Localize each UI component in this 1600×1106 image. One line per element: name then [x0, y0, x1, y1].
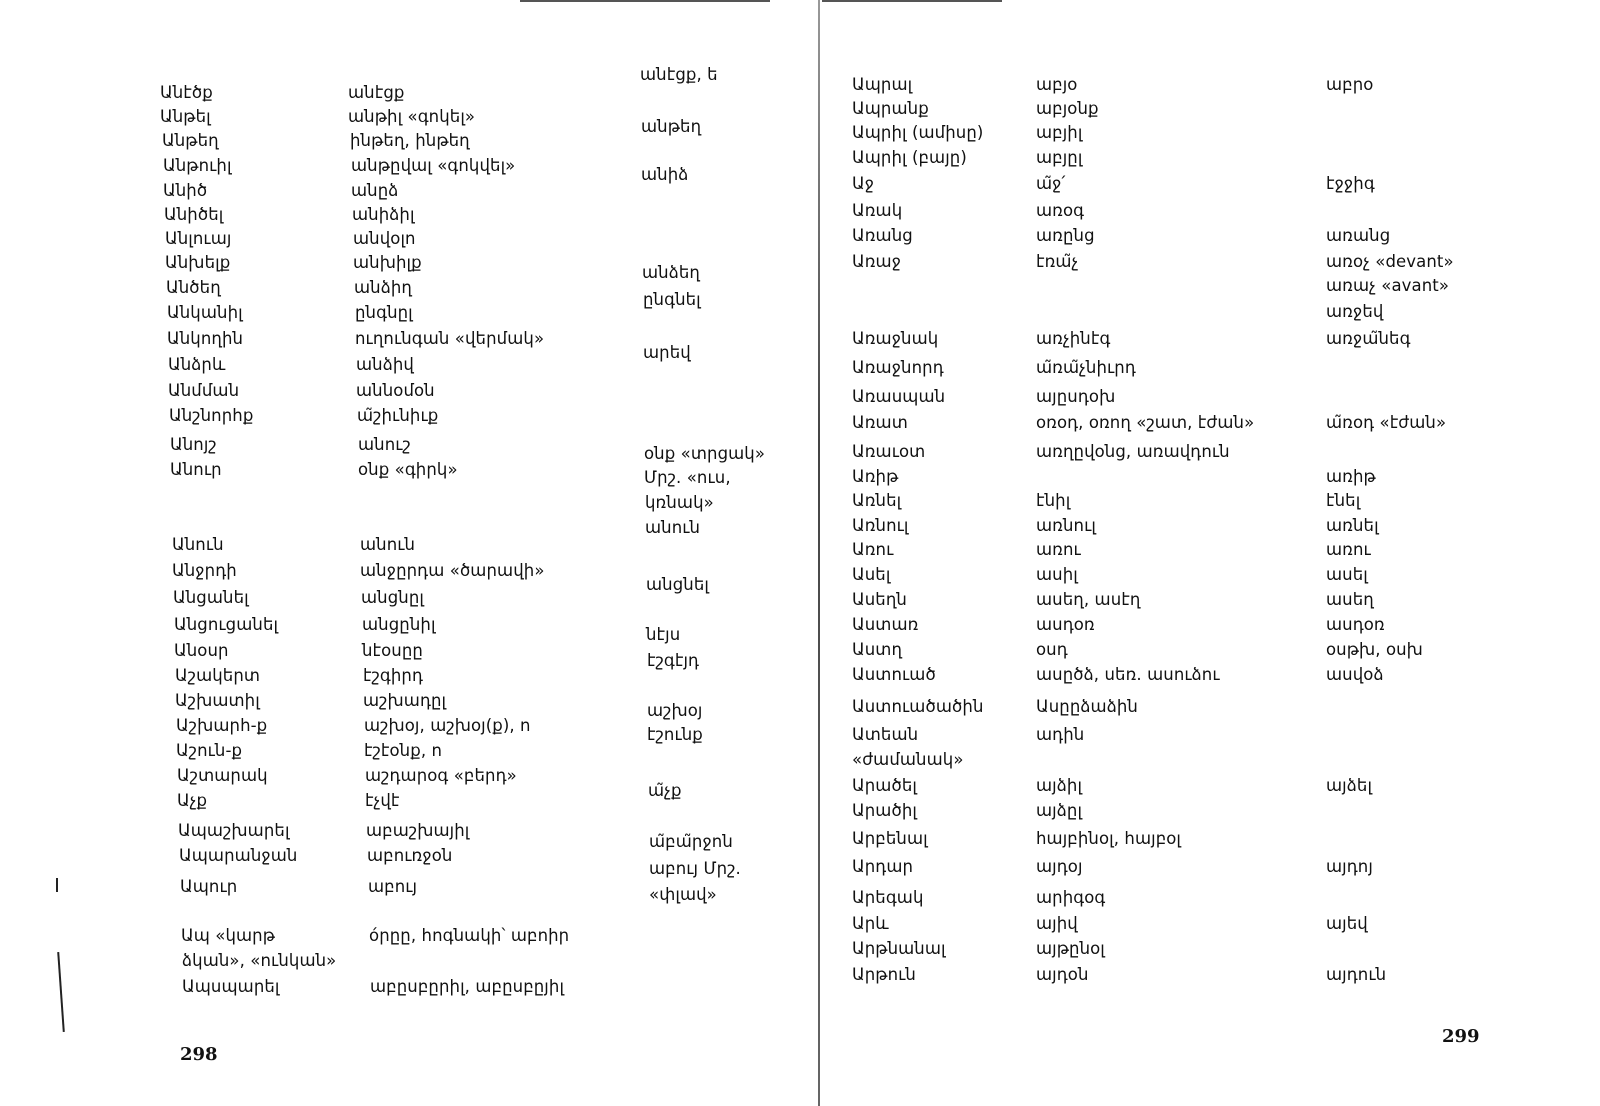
headword: Անուր	[170, 460, 222, 479]
dialect-form: աշխօյ, աշխօյ(ք), ո	[364, 716, 531, 735]
dialect-form: ա̃ջ՛	[1036, 174, 1066, 193]
left-entry-row	[0, 925, 820, 951]
variant-form: անէցք, ե	[640, 65, 718, 84]
left-entry-row	[0, 380, 820, 406]
left-entry-row	[0, 302, 820, 328]
dialect-form: առչինէգ	[1036, 329, 1111, 348]
headword: Արեգակ	[852, 888, 924, 907]
headword: Առու	[852, 540, 894, 559]
dialect-form: աբուռջօն	[367, 846, 453, 865]
dialect-form: էշէօնք, ո	[364, 741, 443, 760]
variant-form: ա̃ռօդ «էժան»	[1326, 413, 1447, 432]
variant-form: այդուն	[1326, 965, 1387, 984]
dialect-form: աբաշխայիլ	[366, 821, 470, 840]
dialect-form: առընց	[1036, 226, 1095, 245]
right-entry-row	[822, 913, 1600, 939]
right-entry-row	[822, 386, 1600, 412]
dialect-form: այդօն	[1036, 965, 1089, 984]
headword: Աստղ	[852, 640, 903, 659]
right-entry-row	[822, 887, 1600, 913]
variant-form: առջա̃նեգ	[1326, 329, 1411, 348]
headword: Ապ «կարթ	[181, 926, 276, 945]
variant-form: ասեղ	[1326, 590, 1374, 609]
dialect-form: ընգնըլ	[355, 303, 413, 322]
dialect-form: այդօյ	[1036, 857, 1083, 876]
headword: Արբենալ	[852, 829, 928, 848]
right-entry-row	[822, 938, 1600, 964]
dialect-form: աբյիլ	[1036, 123, 1083, 142]
variant-form: այձել	[1326, 776, 1373, 795]
headword: Արթնանալ	[852, 939, 946, 958]
headword: ձկան», «ունկան»	[182, 951, 337, 970]
dialect-form: անէցք	[348, 83, 405, 102]
dialect-form: ասիլ	[1036, 565, 1078, 584]
headword: Անցուցանել	[174, 615, 279, 634]
headword: Աստուածածին	[852, 697, 984, 716]
variant-form: անուն	[645, 518, 701, 537]
variant-form: արեվ	[643, 343, 691, 362]
headword: Անկողին	[167, 329, 244, 348]
dialect-form: այըսդօխ	[1036, 387, 1116, 406]
dialect-form: անթիլ «գոկել»	[348, 107, 476, 126]
variant-form: առաչ «avant»	[1326, 276, 1450, 295]
right-entry-row	[822, 664, 1600, 690]
dialect-form: ասդօռ	[1036, 615, 1095, 634]
dialect-form: էռա̃չ	[1036, 252, 1079, 271]
dialect-form: այիվ	[1036, 914, 1078, 933]
headword: «ժամանակ»	[852, 750, 964, 769]
headword: Արև	[852, 914, 889, 933]
right-entry-row	[822, 749, 1600, 775]
left-entry-row	[0, 976, 820, 1002]
left-entry-row	[0, 950, 820, 976]
headword: Անծեղ	[166, 278, 221, 297]
headword: Արդար	[852, 857, 914, 876]
right-entry-row	[822, 639, 1600, 665]
dialect-form: ա̃ռա̃չնիւրդ	[1036, 358, 1136, 377]
dialect-form: նէօսըը	[362, 641, 423, 660]
right-entry-row	[822, 724, 1600, 750]
headword: Աշուն-ք	[176, 741, 243, 760]
right-entry-row	[822, 964, 1600, 990]
left-entry-row	[0, 155, 820, 181]
headword: Անոյշ	[170, 435, 217, 454]
variant-form: անիձ	[641, 165, 689, 184]
dialect-form: հայբինօլ, հայբօլ	[1036, 829, 1182, 848]
headword: Արածիլ	[852, 801, 917, 820]
dialect-form: առու	[1036, 540, 1081, 559]
headword: Ապրիլ (բայը)	[852, 148, 967, 167]
left-entry-row	[0, 328, 820, 354]
dialect-form: օռօդ, օռող «շատ, էժան»	[1036, 413, 1255, 432]
headword: Անջրդի	[172, 561, 237, 580]
headword: Արթուն	[852, 965, 916, 984]
dialect-form: աբյօ	[1036, 75, 1078, 94]
right-entry-row	[822, 589, 1600, 615]
headword: Առատ	[852, 413, 908, 432]
page-number-left: 298	[180, 1044, 218, 1065]
dialect-form: աբյօնք	[1036, 99, 1099, 118]
dialect-form: ուղունգան «վերմակ»	[355, 329, 545, 348]
dialect-form: այթընօլ	[1036, 939, 1105, 958]
right-entry-row	[822, 696, 1600, 722]
right-entry-row	[822, 225, 1600, 251]
headword: Աչք	[177, 791, 208, 810]
variant-form: ա̃բա̃րջոն	[649, 832, 733, 851]
variant-form: առջեվ	[1326, 302, 1384, 321]
variant-form: «փլավ»	[649, 885, 717, 904]
right-entry-row	[822, 466, 1600, 492]
dialect-form: ա̃շիւնիւք	[357, 406, 439, 425]
headword: Անցանել	[173, 588, 249, 607]
left-entry-row	[0, 790, 820, 816]
headword: Անկանիլ	[167, 303, 243, 322]
headword: Անօսր	[174, 641, 229, 660]
dialect-form: անխիլք	[353, 253, 422, 272]
variant-form: անցնել	[646, 575, 709, 594]
headword: Աշխատիլ	[175, 691, 260, 710]
headword: Աշխարհ-ք	[176, 716, 268, 735]
right-entry-row	[822, 441, 1600, 467]
headword: Ասեղն	[852, 590, 907, 609]
dialect-form: առղըվօնց, առավդուն	[1036, 442, 1230, 461]
headword: Ապարանջան	[179, 846, 298, 865]
variant-form: էշունք	[647, 725, 703, 744]
left-entry-row	[0, 405, 820, 431]
dialect-form: էչվէ	[365, 791, 400, 810]
dialect-form: աննօմօն	[356, 381, 435, 400]
headword: Աստուած	[852, 665, 936, 684]
left-entry-row	[0, 204, 820, 230]
dialect-form: ասեղ, ասէղ	[1036, 590, 1141, 609]
headword: Անխելք	[165, 253, 231, 272]
right-entry-row	[822, 539, 1600, 565]
right-entry-row	[822, 564, 1600, 590]
headword: Ասել	[852, 565, 891, 584]
right-entry-row	[822, 147, 1600, 173]
headword: Անիծ	[163, 181, 208, 200]
headword: Առակ	[852, 201, 903, 220]
variant-form: այեվ	[1326, 914, 1368, 933]
variant-form: օսթխ, օսխ	[1326, 640, 1423, 659]
dialect-form: ադին	[1036, 725, 1085, 744]
variant-form: անձեղ	[642, 263, 700, 282]
variant-form: նէյս	[646, 625, 681, 644]
variant-form: աբույ Մրշ.	[649, 859, 741, 878]
headword: Աշակերտ	[175, 666, 261, 685]
dialect-form: աբըսբըրիլ, աբըսբըյիլ	[370, 977, 565, 996]
headword: Առասպան	[852, 387, 946, 406]
right-entry-row	[822, 173, 1600, 199]
headword: Անթեղ	[162, 131, 219, 150]
dialect-form: անջըրդա «ծարավի»	[360, 561, 545, 580]
variant-form: այդոյ	[1326, 857, 1373, 876]
dialect-form: Ասըըձաձին	[1036, 697, 1138, 716]
dialect-form: առօգ	[1036, 201, 1085, 220]
headword: Առաջնորդ	[852, 358, 944, 377]
right-page	[822, 0, 1600, 1106]
headword: Ապաշխարել	[178, 821, 290, 840]
variant-form: աշխօյ	[647, 701, 703, 720]
headword: Ապրիլ (ամիսը)	[852, 123, 984, 142]
headword: Առնուլ	[852, 516, 909, 535]
dialect-form: արիգօգ	[1036, 888, 1106, 907]
headword: Աստառ	[852, 615, 919, 634]
dialect-form: անձիղ	[354, 278, 412, 297]
variant-form: ա̃չք	[648, 781, 682, 800]
variant-form: առու	[1326, 540, 1371, 559]
variant-form: ընգնել	[643, 290, 701, 309]
dialect-form: առնուլ	[1036, 516, 1096, 535]
variant-form: ասդօռ	[1326, 615, 1385, 634]
right-entry-row	[822, 856, 1600, 882]
headword: Անլուայ	[165, 229, 232, 248]
variant-form: առանց	[1326, 226, 1391, 245]
headword: Ապրանք	[852, 99, 929, 118]
headword: Անթուիլ	[163, 156, 232, 175]
right-entry-row	[822, 328, 1600, 354]
right-entry-row	[822, 275, 1600, 301]
dialect-form: անուն	[360, 535, 416, 554]
headword: Անէծք	[160, 83, 213, 102]
variant-form: առօչ «devant»	[1326, 252, 1454, 271]
dialect-form: աբույ	[368, 877, 418, 896]
dialect-form: օնք «գիրկ»	[358, 460, 458, 479]
headword: Առնել	[852, 491, 902, 510]
dialect-form: անուշ	[358, 435, 411, 454]
right-entry-row	[822, 357, 1600, 383]
variant-form: էնել	[1326, 491, 1361, 510]
variant-form: էշգէյդ	[647, 651, 700, 670]
variant-form: աբրօ	[1326, 75, 1374, 94]
headword: Ապսպարել	[182, 977, 280, 996]
headword: Աշտարակ	[177, 766, 268, 785]
headword: Առաջ	[852, 252, 902, 271]
headword: Ատեան	[852, 725, 919, 744]
left-entry-row	[0, 765, 820, 791]
dialect-form: այձիլ	[1036, 776, 1083, 795]
variant-form: կռնակ»	[645, 493, 714, 512]
dialect-form: անցնըլ	[361, 588, 424, 607]
dialect-form: օսդ	[1036, 640, 1068, 659]
dialect-form: էնիլ	[1036, 491, 1071, 510]
headword: Ապրալ	[852, 75, 913, 94]
page-number-right: 299	[1442, 1026, 1480, 1047]
left-entry-row	[0, 228, 820, 254]
headword: Անուն	[172, 535, 224, 554]
dialect-form: ինթեղ, ինթեղ	[350, 131, 470, 150]
headword: Առանց	[852, 226, 913, 245]
dialect-form: անցընիլ	[362, 615, 436, 634]
dialect-form: անվօլո	[353, 229, 416, 248]
headword: Անմման	[168, 381, 240, 400]
right-entry-row	[822, 301, 1600, 327]
right-entry-row	[822, 74, 1600, 100]
right-entry-row	[822, 515, 1600, 541]
headword: Անշնորհք	[169, 406, 254, 425]
right-entry-row	[822, 200, 1600, 226]
headword: Անձրև	[168, 355, 226, 374]
variant-form: առնել	[1326, 516, 1379, 535]
right-page-entries	[822, 0, 1600, 1106]
dialect-form: աբյըլ	[1036, 148, 1083, 167]
headword: Անիծել	[164, 205, 224, 224]
right-entry-row	[822, 614, 1600, 640]
variant-form: օնք «տրցակ»	[644, 444, 766, 463]
right-entry-row	[822, 98, 1600, 124]
dialect-form: անձիվ	[356, 355, 414, 374]
right-entry-row	[822, 122, 1600, 148]
left-entry-row	[0, 354, 820, 380]
right-entry-row	[822, 490, 1600, 516]
headword: Արածել	[852, 776, 917, 795]
headword: Առիթ	[852, 467, 899, 486]
dialect-form: այձըլ	[1036, 801, 1083, 820]
dialect-form: էշգիրդ	[363, 666, 424, 685]
headword: Առաջնակ	[852, 329, 939, 348]
headword: Առաւօտ	[852, 442, 926, 461]
left-entry-row	[0, 614, 820, 640]
dialect-form: անըձ	[351, 181, 399, 200]
variant-form: Մրշ. «ուս,	[644, 468, 731, 487]
right-entry-row	[822, 412, 1600, 438]
right-entry-row	[822, 251, 1600, 277]
variant-form: ասվօձ	[1326, 665, 1384, 684]
dialect-form: աշխադըլ	[363, 691, 447, 710]
right-entry-row	[822, 800, 1600, 826]
dialect-form: աշդարօգ «բերդ»	[365, 766, 517, 785]
left-entry-row	[0, 180, 820, 206]
variant-form: էջջիգ	[1326, 174, 1375, 193]
headword: Ապուր	[180, 877, 238, 896]
dialect-form: անիձիլ	[352, 205, 415, 224]
headword: Անթել	[160, 107, 211, 126]
variant-form: անթեղ	[641, 117, 702, 136]
headword: Աջ	[852, 174, 875, 193]
right-entry-row	[822, 775, 1600, 801]
variant-form: առիթ	[1326, 467, 1376, 486]
right-entry-row	[822, 828, 1600, 854]
dialect-form: óրըը, հոգնակի՝ աբոիր	[369, 926, 570, 945]
dialect-form: անթըվալ «գոկվել»	[351, 156, 516, 175]
variant-form: ասել	[1326, 565, 1368, 584]
dialect-form: ասըծձ, սեռ. ասուձու	[1036, 665, 1220, 684]
